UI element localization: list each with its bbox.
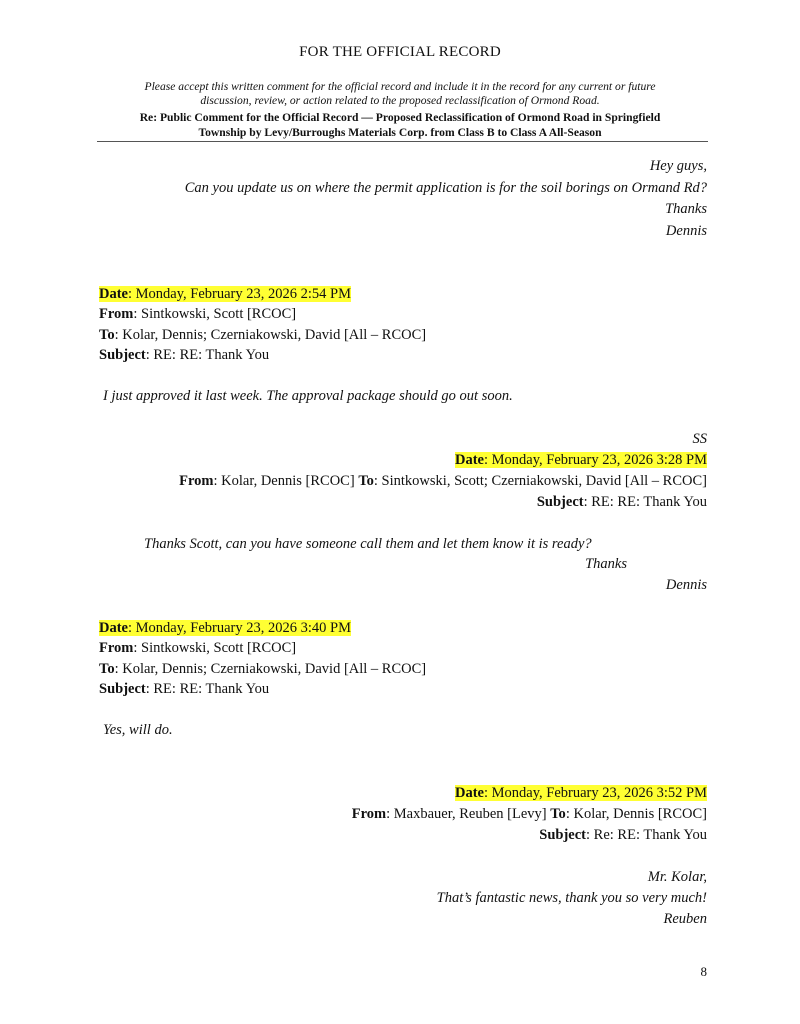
from-label: From — [351, 806, 387, 822]
to-value: : Sintkowski, Scott; Czerniakowski, David [All – RCOC] — [373, 473, 707, 489]
date-label: Date — [455, 785, 484, 801]
subject-label: Subject — [539, 827, 587, 843]
message-body-line: Hey guys, — [649, 158, 707, 174]
header-divider — [97, 141, 708, 142]
preamble-line: discussion, review, or action related to the proposed reclassification of Ormond Road. — [200, 94, 600, 107]
from-value: : Maxbauer, Reuben [Levy] — [386, 806, 551, 822]
date-label: Date — [455, 452, 484, 468]
message-from-to — [352, 805, 707, 823]
re-line-text: Re: Public Comment for the Official Record — Proposed Reclassification of Ormond Road in Springfield — [139, 111, 661, 124]
subject-label: Subject — [536, 494, 584, 510]
page-number: 8 — [700, 964, 707, 979]
message-subject — [537, 493, 707, 511]
date-highlight — [99, 620, 351, 636]
date-value: : Monday, February 23, 2026 3:40 PM — [128, 620, 351, 636]
message-date — [99, 619, 351, 637]
subject-value: : RE: RE: Thank You — [145, 681, 270, 697]
date-highlight — [99, 286, 351, 302]
message-body-line: Yes, will do. — [103, 722, 173, 738]
re-line — [100, 110, 700, 140]
message-body-line: Thanks — [585, 556, 627, 572]
message-subject — [539, 826, 707, 844]
message-body-line: I just approved it last week. The approval package should go out soon. — [103, 388, 513, 404]
message-date — [455, 451, 707, 469]
to-value: : Kolar, Dennis; Czerniakowski, David [All – RCOC] — [114, 661, 427, 677]
date-label: Date — [99, 286, 128, 302]
message-date — [455, 784, 707, 802]
message-to — [99, 326, 426, 344]
message-body-line: Thanks Scott, can you have someone call them and let them know it is ready? — [144, 536, 592, 552]
subject-label: Subject — [99, 347, 146, 363]
to-label: To — [99, 327, 115, 343]
to-value: : Kolar, Dennis; Czerniakowski, David [All – RCOC] — [114, 327, 427, 343]
message-subject — [99, 680, 269, 698]
to-label: To — [99, 661, 115, 677]
message-from — [99, 639, 296, 657]
date-highlight — [455, 452, 707, 468]
from-value: : Sintkowski, Scott [RCOC] — [133, 306, 297, 322]
message-body-line: SS — [692, 431, 707, 447]
preamble-line: Please accept this written comment for the official record and include it in the record for any current or future — [144, 80, 656, 93]
to-label: To — [550, 806, 566, 822]
date-label: Date — [99, 620, 128, 636]
subject-value: : RE: RE: Thank You — [583, 494, 707, 510]
message-body-line: Thanks — [665, 201, 707, 217]
date-value: : Monday, February 23, 2026 2:54 PM — [128, 286, 351, 302]
message-subject — [99, 346, 269, 364]
date-highlight — [455, 785, 707, 801]
message-to — [99, 660, 426, 678]
message-from — [99, 305, 296, 323]
message-body-line: That’s fantastic news, thank you so very much! — [436, 890, 707, 906]
page-title: FOR THE OFFICIAL RECORD — [299, 44, 501, 60]
message-body-line: Dennis — [665, 577, 707, 593]
from-label: From — [99, 306, 134, 322]
subject-value: : RE: RE: Thank You — [145, 347, 270, 363]
from-value: : Kolar, Dennis [RCOC] — [213, 473, 359, 489]
re-line-text: Township by Levy/Burroughs Materials Corp. from Class B to Class A All-Season — [198, 126, 602, 139]
message-body-line: Reuben — [663, 911, 707, 927]
date-value: : Monday, February 23, 2026 3:52 PM — [484, 785, 707, 801]
message-body-line: Dennis — [665, 223, 707, 239]
from-label: From — [179, 473, 214, 489]
message-body-line: Can you update us on where the permit application is for the soil borings on Ormand Rd? — [184, 180, 707, 196]
subject-label: Subject — [99, 681, 146, 697]
message-body-line: Mr. Kolar, — [647, 869, 707, 885]
date-value: : Monday, February 23, 2026 3:28 PM — [484, 452, 707, 468]
to-label: To — [358, 473, 374, 489]
from-value: : Sintkowski, Scott [RCOC] — [133, 640, 297, 656]
subject-value: : Re: RE: Thank You — [586, 827, 707, 843]
from-label: From — [99, 640, 134, 656]
to-value: : Kolar, Dennis [RCOC] — [565, 806, 707, 822]
preamble — [100, 80, 700, 108]
message-from-to — [179, 472, 707, 490]
message-date — [99, 285, 351, 303]
